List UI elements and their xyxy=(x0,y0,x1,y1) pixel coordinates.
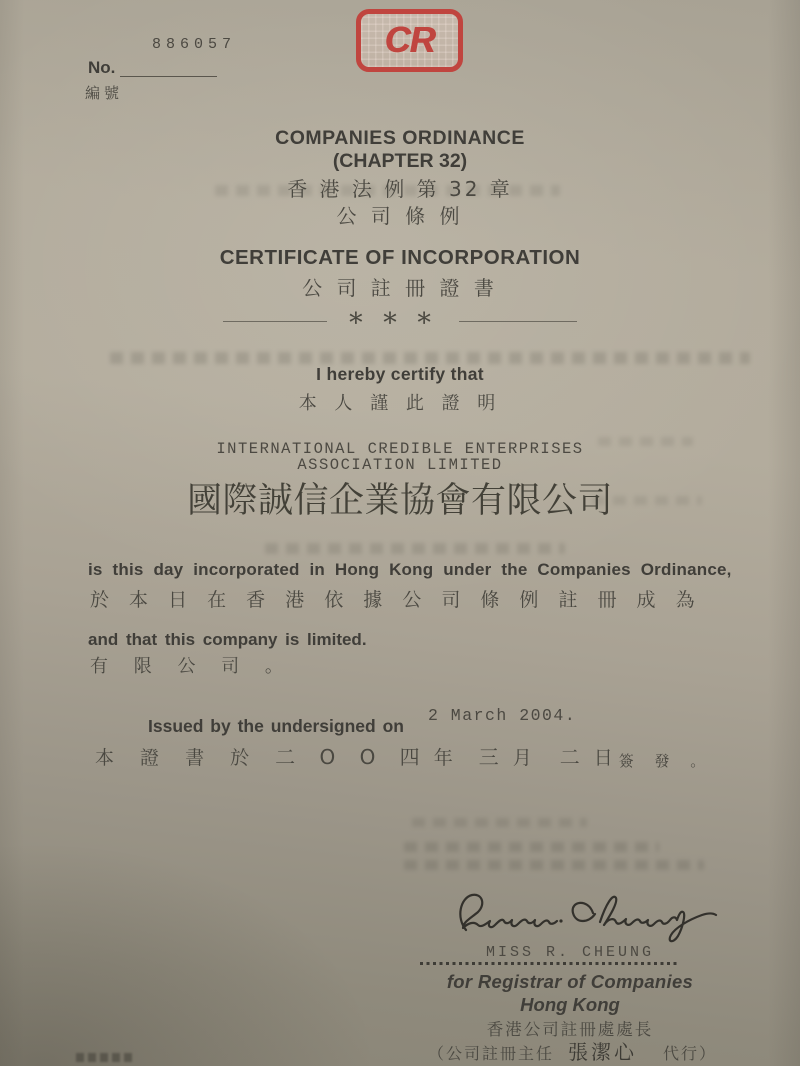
title-certificate-of-incorporation: CERTIFICATE OF INCORPORATION xyxy=(219,246,581,269)
limited-statement-zh: 有 限 公 司 。 xyxy=(90,656,293,677)
authority-en-line2: Hong Kong xyxy=(520,994,620,1015)
issue-zh-year: 二 O O 四 xyxy=(275,745,429,769)
logo-cr-text: CR xyxy=(384,18,435,60)
incorporated-statement-zh: 於 本 日 在 香 港 依 據 公 司 條 例 註 冊 成 為 xyxy=(90,589,702,611)
certify-statement-en: I hereby certify that xyxy=(316,364,484,384)
showthrough-text xyxy=(404,860,704,870)
authority-zh: 香港公司註冊處處長 xyxy=(486,1020,654,1039)
signer-name: MISS R. CHEUNG xyxy=(485,944,655,961)
deputy-line xyxy=(428,1036,717,1065)
deputy-suffix-zh: 代行） xyxy=(663,1044,718,1063)
limited-statement-en: and that this company is limited. xyxy=(88,630,367,649)
incorporated-statement-en: is this day incorporated in Hong Kong under the Companies Ordinance, xyxy=(88,560,732,579)
issue-date-zh-row xyxy=(95,741,713,770)
showthrough-text xyxy=(412,818,587,827)
separator-stars: * * * xyxy=(349,308,437,339)
signature-rosanna-cheung xyxy=(450,884,730,948)
form-code-mark xyxy=(76,1053,132,1062)
showthrough-text xyxy=(404,842,659,852)
serial-number: 886057 xyxy=(152,36,237,53)
issue-date: 2 March 2004. xyxy=(428,706,577,725)
serial-underline xyxy=(120,76,217,77)
heading-chapter-32: (CHAPTER 32) xyxy=(332,150,468,172)
title-certificate-zh: 公 司 註 冊 證 書 xyxy=(302,276,498,300)
deputy-prefix-zh: （公司註冊主任 xyxy=(428,1044,555,1063)
separator-line-left xyxy=(223,321,327,322)
heading-ordinance-zh: 香 港 法 例 第 32 章 xyxy=(287,177,513,201)
separator xyxy=(0,308,800,339)
issued-by-label: Issued by the undersigned on xyxy=(148,716,404,736)
issue-zh-suffix: 簽 發 。 xyxy=(618,752,714,770)
company-name-en-line2: ASSOCIATION LIMITED xyxy=(297,456,503,474)
showthrough-text xyxy=(265,543,565,554)
issue-zh-year-unit: 年 xyxy=(433,747,453,769)
separator-line-right xyxy=(459,321,577,322)
companies-registry-logo xyxy=(356,9,463,72)
issue-zh-day-unit: 日 xyxy=(593,747,613,769)
showthrough-text xyxy=(110,352,750,364)
deputy-name-zh: 張潔心 xyxy=(568,1040,638,1064)
company-name-en-line1: INTERNATIONAL CREDIBLE ENTERPRISES xyxy=(216,440,584,458)
authority-en-line1: for Registrar of Companies xyxy=(446,971,694,992)
company-name-zh: 國際誠信企業協會有限公司 xyxy=(186,481,613,521)
issue-zh-prefix: 本 證 書 於 xyxy=(95,747,260,769)
no-label-zh: 編號 xyxy=(85,84,124,102)
certify-statement-zh: 本 人 謹 此 證 明 xyxy=(298,393,502,414)
issue-zh-month-unit: 月 xyxy=(512,747,532,769)
heading-companies-ordinance: COMPANIES ORDINANCE xyxy=(275,127,525,149)
signature-dotted-line xyxy=(420,962,680,965)
issue-zh-day: 二 xyxy=(559,745,580,769)
no-label-en: No. xyxy=(88,58,116,77)
issue-zh-month: 三 xyxy=(478,745,499,769)
heading-ordinance-zh2: 公 司 條 例 xyxy=(336,204,464,228)
